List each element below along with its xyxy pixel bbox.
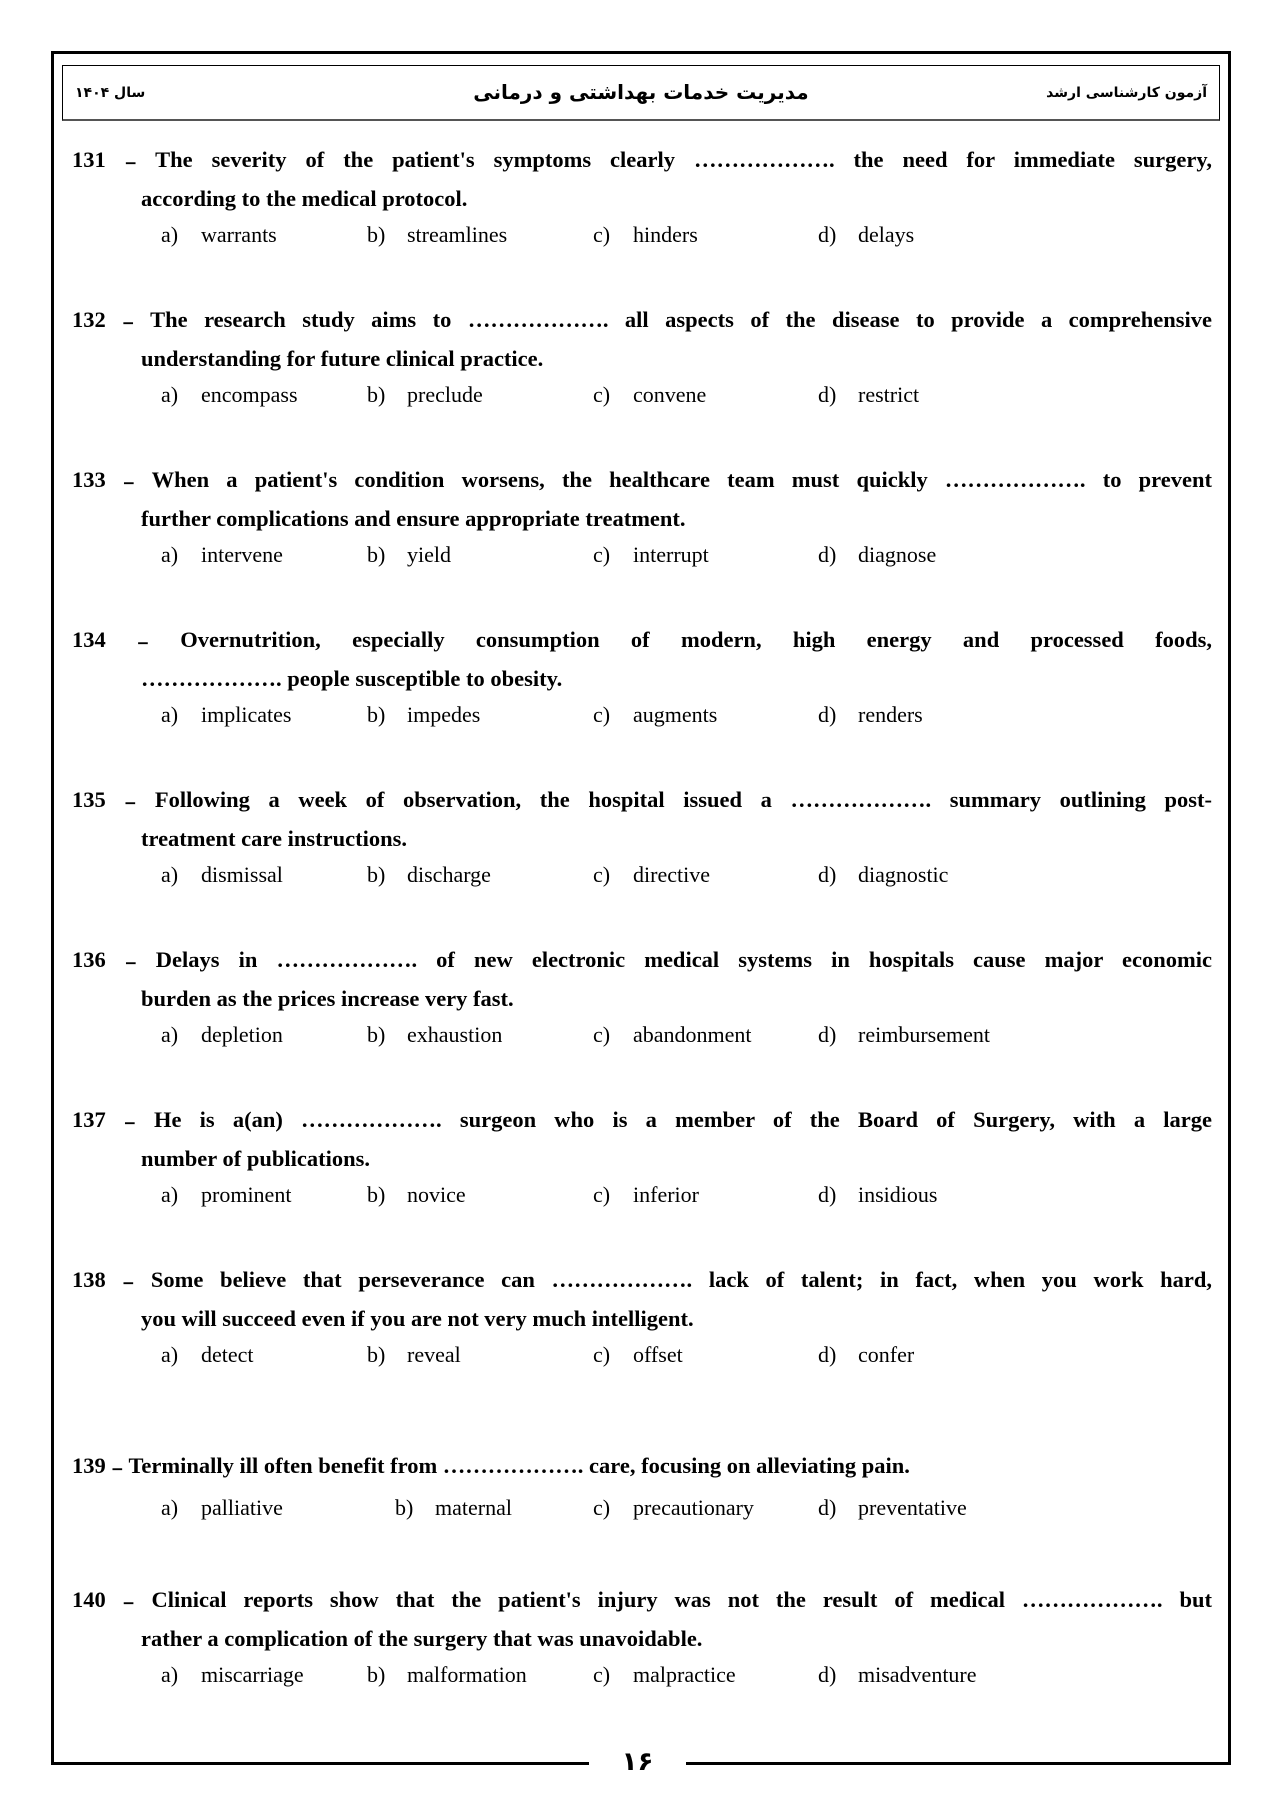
option-c[interactable]: c) interrupt <box>593 542 709 567</box>
option-a[interactable]: a) detect <box>161 1342 254 1367</box>
question-text: 136 ₋ Delays in ………………. of new electronic medical systems in hospitals cause major economic <box>72 947 1212 972</box>
question-text: 133 ₋ When a patient's condition worsens, the healthcare team must quickly ………………. to prevent <box>72 467 1212 492</box>
option-d[interactable]: d) misadventure <box>818 1662 977 1687</box>
exam-year: سال ۱۴۰۴ <box>75 85 146 101</box>
option-d[interactable]: d) delays <box>818 222 915 247</box>
option-d[interactable]: d) restrict <box>818 382 920 407</box>
question-text: 132 ₋ The research study aims to ………………. all aspects of the disease to provide a comprehensive <box>72 307 1212 332</box>
answer-options <box>72 1338 1212 1372</box>
answer-options <box>72 1018 1212 1052</box>
question-text-continued: burden as the prices increase very fast. <box>141 986 514 1011</box>
option-d[interactable]: d) reimbursement <box>818 1022 990 1047</box>
question-text-continued: according to the medical protocol. <box>141 186 468 211</box>
option-a[interactable]: a) warrants <box>161 222 277 247</box>
exam-name: آزمون کارشناسی ارشد <box>1046 85 1207 101</box>
answer-options <box>72 698 1212 732</box>
option-b[interactable]: b) exhaustion <box>367 1022 503 1047</box>
question-140 <box>72 1580 1212 1692</box>
option-a[interactable]: a) dismissal <box>161 862 283 887</box>
option-a[interactable]: a) intervene <box>161 542 283 567</box>
option-a[interactable]: a) encompass <box>161 382 298 407</box>
question-text: 131 ₋ The severity of the patient's symptoms clearly ………………. the need for immediate surgery, <box>72 147 1212 172</box>
option-b[interactable]: b) preclude <box>367 382 483 407</box>
question-139 <box>72 1446 1212 1525</box>
footer-rule-right <box>686 1762 1231 1765</box>
option-b[interactable]: b) impedes <box>367 702 481 727</box>
answer-options <box>72 1178 1212 1212</box>
option-c[interactable]: c) convene <box>593 382 707 407</box>
option-a[interactable]: a) prominent <box>161 1182 292 1207</box>
question-131 <box>72 140 1212 252</box>
option-b[interactable]: b) novice <box>367 1182 466 1207</box>
question-text: 140 ₋ Clinical reports show that the patient's injury was not the result of medical ………………. but <box>72 1587 1212 1612</box>
question-text-continued: treatment care instructions. <box>141 826 407 851</box>
question-text: 134 ₋ Overnutrition, especially consumption of modern, high energy and processed foods, <box>72 627 1212 652</box>
question-134 <box>72 620 1212 732</box>
option-c[interactable]: c) directive <box>593 862 710 887</box>
question-text-continued: you will succeed even if you are not very much intelligent. <box>141 1306 694 1331</box>
option-c[interactable]: c) augments <box>593 702 718 727</box>
page-title: مدیریت خدمات بهداشتی و درمانی <box>473 80 809 104</box>
option-b[interactable]: b) maternal <box>395 1495 512 1520</box>
question-text: 135 ₋ Following a week of observation, the hospital issued a ………………. summary outlining post- <box>72 787 1212 812</box>
option-d[interactable]: d) diagnostic <box>818 862 949 887</box>
answer-options <box>72 1491 1212 1525</box>
option-a[interactable]: a) implicates <box>161 702 292 727</box>
option-d[interactable]: d) confer <box>818 1342 915 1367</box>
option-c[interactable]: c) malpractice <box>593 1662 736 1687</box>
option-c[interactable]: c) abandonment <box>593 1022 752 1047</box>
option-c[interactable]: c) hinders <box>593 222 698 247</box>
question-136 <box>72 940 1212 1052</box>
answer-options <box>72 378 1212 412</box>
question-text: 138 ₋ Some believe that perseverance can ………………. lack of talent; in fact, when you work hard, <box>72 1267 1212 1292</box>
answer-options <box>72 218 1212 252</box>
page-number: ۱۶ <box>621 1747 654 1777</box>
answer-options <box>72 1658 1212 1692</box>
question-138 <box>72 1260 1212 1372</box>
option-c[interactable]: c) inferior <box>593 1182 699 1207</box>
option-d[interactable]: d) renders <box>818 702 923 727</box>
question-text-continued: rather a complication of the surgery that was unavoidable. <box>141 1626 703 1651</box>
option-d[interactable]: d) preventative <box>818 1495 967 1520</box>
option-b[interactable]: b) reveal <box>367 1342 461 1367</box>
question-135 <box>72 780 1212 892</box>
option-b[interactable]: b) discharge <box>367 862 491 887</box>
page-header <box>62 65 1220 121</box>
option-b[interactable]: b) malformation <box>367 1662 527 1687</box>
question-133 <box>72 460 1212 572</box>
answer-options <box>72 538 1212 572</box>
option-a[interactable]: a) palliative <box>161 1495 283 1520</box>
option-a[interactable]: a) miscarriage <box>161 1662 304 1687</box>
question-text-continued: further complications and ensure appropriate treatment. <box>141 506 686 531</box>
question-137 <box>72 1100 1212 1212</box>
question-text-continued: number of publications. <box>141 1146 371 1171</box>
question-text-continued: understanding for future clinical practice. <box>141 346 544 371</box>
question-text: 137 ₋ He is a(an) ………………. surgeon who is a member of the Board of Surgery, with a large <box>72 1107 1212 1132</box>
option-c[interactable]: c) precautionary <box>593 1495 754 1520</box>
question-text: 139 ₋ Terminally ill often benefit from ………………. care, focusing on alleviating pain. <box>72 1453 910 1478</box>
question-132 <box>72 300 1212 412</box>
option-b[interactable]: b) streamlines <box>367 222 508 247</box>
option-c[interactable]: c) offset <box>593 1342 683 1367</box>
option-a[interactable]: a) depletion <box>161 1022 283 1047</box>
answer-options <box>72 858 1212 892</box>
option-d[interactable]: d) insidious <box>818 1182 938 1207</box>
question-text-continued: ………………. people susceptible to obesity. <box>141 666 563 691</box>
option-b[interactable]: b) yield <box>367 542 451 567</box>
option-d[interactable]: d) diagnose <box>818 542 937 567</box>
footer-rule-left <box>51 1762 589 1765</box>
